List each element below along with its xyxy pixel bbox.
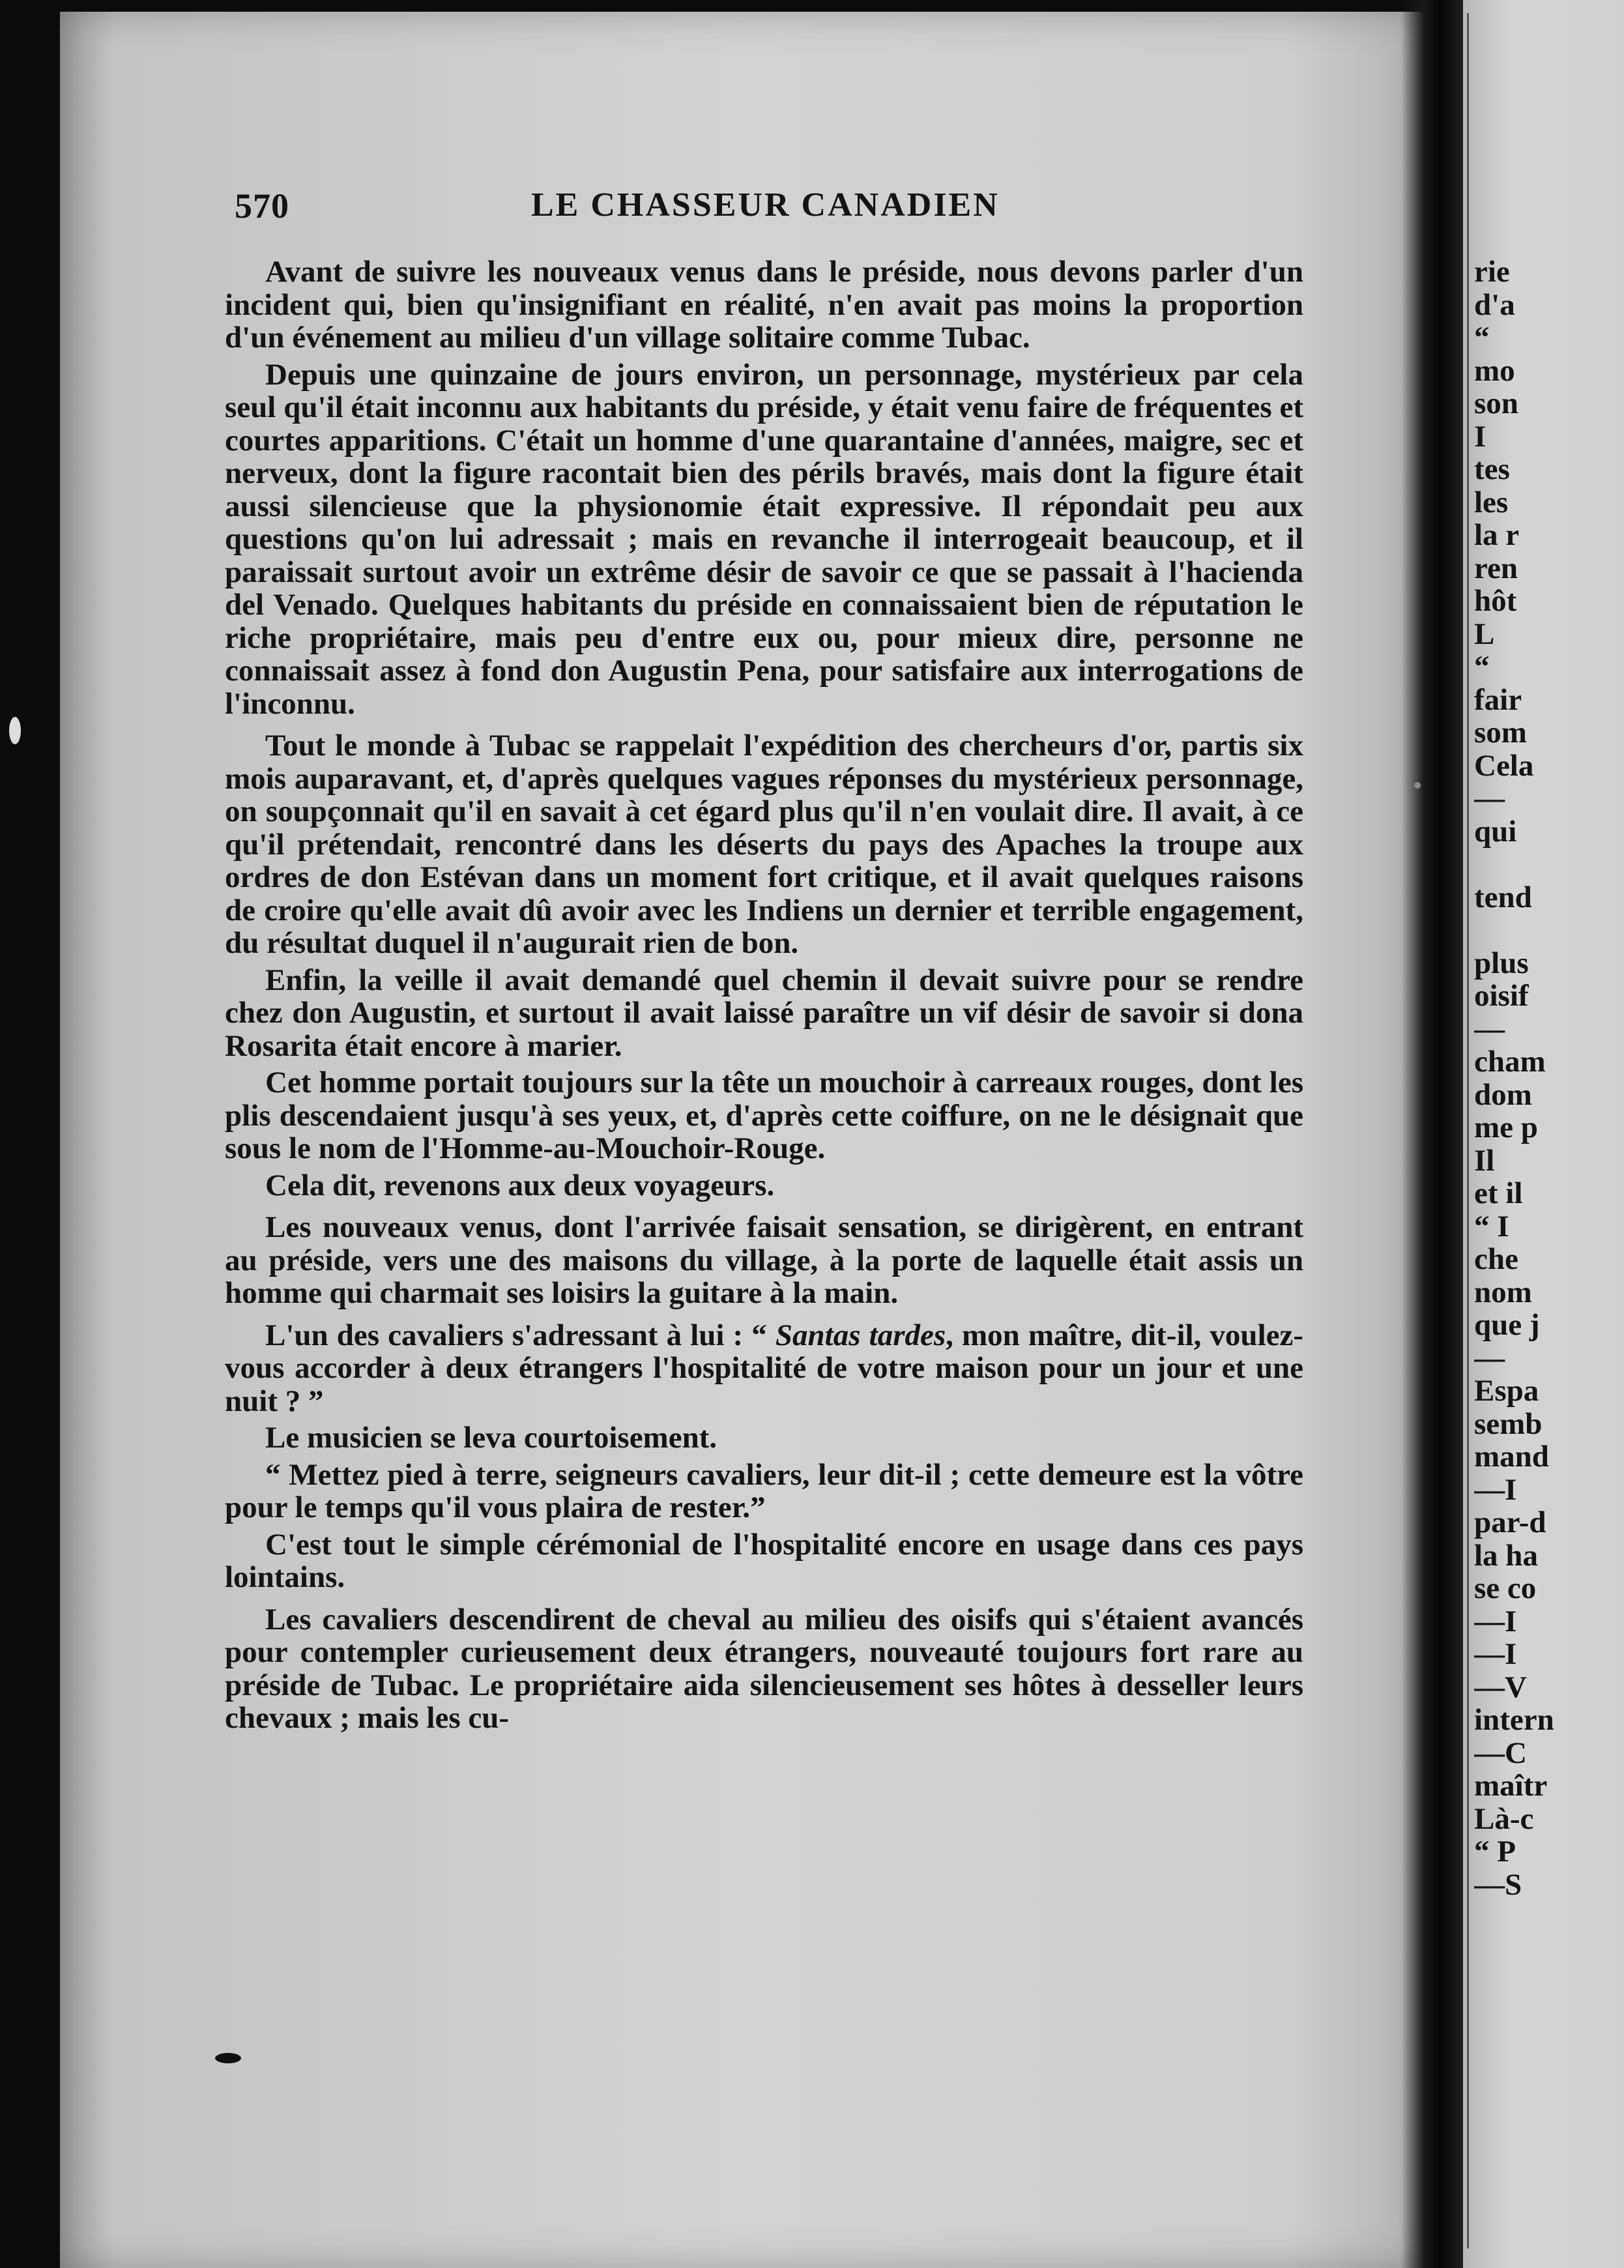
right-page-fragment: “ I (1474, 1209, 1509, 1243)
page-edge-line (1467, 13, 1469, 2248)
paragraph: Avant de suivre les nouveaux venus dans le préside, nous devons parler d'un incident qui, bien qu'insignifiant en réalité, n'en avait pas moins la proportion d'un événement au milieu d'un village solitaire comme Tubac. (225, 255, 1303, 355)
paragraph: Cela dit, revenons aux deux voyageurs. (265, 1168, 775, 1202)
right-page-fragment: — (1474, 1341, 1505, 1375)
right-page-fragment: semb (1474, 1406, 1543, 1441)
right-page-fragment: intern (1474, 1703, 1554, 1737)
right-page-fragment: nom (1474, 1275, 1532, 1309)
right-page-fragment: “ (1474, 321, 1490, 355)
right-page-fragment: se co (1474, 1571, 1537, 1605)
paragraph: “ Mettez pied à terre, seigneurs cavaliers, leur dit-il ; cette demeure est la vôtre pour le temps qu'il vous plaira de rester.” (225, 1457, 1303, 1524)
right-page-fragment: mand (1474, 1440, 1549, 1474)
right-page-fragment: plus (1474, 946, 1529, 980)
right-page-fragment: —C (1474, 1736, 1527, 1770)
page-title: LE CHASSEUR CANADIEN (531, 186, 1000, 224)
right-page-fragment: que j (1474, 1308, 1540, 1342)
ink-speck (215, 2053, 241, 2063)
right-page-fragment: tend (1474, 880, 1532, 914)
right-page-fragment: dom (1474, 1077, 1532, 1112)
right-page-fragment: Il (1474, 1143, 1495, 1178)
book-gutter (1401, 0, 1466, 2268)
paragraph: Tout le monde à Tubac se rappelait l'expédition des chercheurs d'or, partis six mois auparavant, et, d'après quelques vagues réponses du mystérieux personnage, on soupçonnait qu'il en savait à cet égard plus qu'il n'en voulait dire. Il avait, à ce qu'il prétendait, rencontré dans les déserts du pays des Apaches la troupe aux ordres de don Estévan dans un moment fort critique, et il avait quelques raisons de croire qu'elle avait dû avoir avec les Indiens un dernier et terrible engagement, du résultat duquel il n'augurait rien de bon. (225, 729, 1303, 960)
right-page-fragment: hôt (1474, 584, 1517, 618)
right-page-fragment: som (1474, 716, 1527, 749)
paragraph: Cet homme portait toujours sur la tête un mouchoir à carreaux rouges, dont les plis descendaient jusqu'à ses yeux, et, d'après cette coiffure, on ne le désignait que sous le nom de l'Homme-au-Mouchoir-Rouge. (225, 1066, 1303, 1165)
ink-speck (9, 717, 21, 744)
right-page-fragment: —V (1474, 1670, 1527, 1704)
dialogue-paragraph (225, 1319, 1303, 1418)
right-page-fragment: —I (1474, 1637, 1517, 1671)
right-page-fragment: Cela (1474, 748, 1534, 783)
right-page-fragment: — (1474, 781, 1505, 815)
paragraph: Les nouveaux venus, dont l'arrivée faisait sensation, se dirigèrent, en entrant au préside, vers une des maisons du village, à la porte de laquelle était assis un homme qui charmait ses loisirs la guitare à la main. (225, 1210, 1303, 1310)
paragraph: C'est tout le simple cérémonial de l'hospitalité encore en usage dans ces pays lointains. (225, 1527, 1303, 1594)
right-page-fragment: L (1474, 617, 1495, 651)
right-page-fragment: la ha (1474, 1538, 1538, 1573)
right-page-fragment: me p (1474, 1111, 1538, 1144)
dialogue-tail: , mon maître, dit-il, voulez-vous accorder à deux étrangers l'hospitalité de votre maison pour un jour et une nuit ? ” (225, 1318, 1303, 1418)
right-page-fragment: “ (1474, 650, 1490, 684)
right-page-fragment: la r (1474, 518, 1520, 552)
right-page-fragment: d'a (1474, 287, 1515, 322)
right-page-fragment: I (1474, 419, 1486, 454)
main-text-column (225, 255, 1303, 1739)
right-page-fragment: tes (1474, 452, 1510, 486)
right-page-fragment: —I (1474, 1604, 1517, 1638)
right-page-fragment: les (1474, 485, 1509, 519)
dialogue-lead: L'un des cavaliers s'adressant à lui : “ (265, 1318, 776, 1352)
right-page-fragment: fair (1474, 682, 1522, 717)
paragraph: Enfin, la veille il avait demandé quel chemin il devait suivre pour se rendre chez don Augustin, et surtout il avait laissé paraître un vif désir de savoir si dona Rosarita était encore à marier. (225, 963, 1303, 1063)
right-page-fragment: et il (1474, 1176, 1523, 1210)
ink-speck (1414, 782, 1421, 789)
dialogue-italic: Santas tardes (775, 1318, 946, 1352)
page-number: 570 (235, 186, 289, 225)
right-page-fragment: maîtr (1474, 1769, 1548, 1803)
right-page-fragment: —I (1474, 1472, 1517, 1507)
running-header (235, 186, 1303, 231)
right-page-fragment: oisif (1474, 979, 1529, 1013)
right-page-fragment: Là-c (1474, 1801, 1534, 1836)
right-page-fragment: par-d (1474, 1505, 1546, 1539)
right-page-fragment: che (1474, 1242, 1518, 1276)
right-page-fragment: —S (1474, 1867, 1522, 1901)
right-page-fragment: “ P (1474, 1835, 1516, 1868)
right-page-text-fragments (1474, 255, 1624, 1901)
right-page-fragment: son (1474, 386, 1518, 420)
right-page-fragment: — (1474, 1011, 1505, 1046)
right-page-fragment: ren (1474, 551, 1518, 585)
right-page-fragment: mo (1474, 353, 1515, 388)
paragraph: Depuis une quinzaine de jours environ, un personnage, mystérieux par cela seul qu'il était inconnu aux habitants du préside, y était venu faire de fréquentes et courtes apparitions. C'était un homme d'une quarantaine d'années, maigre, sec et nerveux, dont la figure racontait bien des périls bravés, mais dont la figure était aussi silencieuse que la physionomie était expressive. Il répondait peu aux questions qu'on lui adressait ; mais en revanche il interrogeait beaucoup, et il paraissait surtout avoir un extrême désir de savoir ce que se passait à l'hacienda del Venado. Quelques habitants du préside en connaissaient bien de réputation le riche propriétaire, mais peu d'entre eux ou, pour mieux dire, personne ne connaissait assez à fond don Augustin Pena, pour satisfaire aux interrogations de l'inconnu. (225, 357, 1303, 721)
right-page-fragment (1474, 848, 1624, 881)
paragraph: Le musicien se leva courtoisement. (265, 1421, 718, 1455)
paragraph: Les cavaliers descendirent de cheval au milieu des oisifs qui s'étaient avancés pour contempler curieusement deux étrangers, nouveauté toujours fort rare au préside de Tubac. Le propriétaire aida silencieusement ses hôtes à desseller leurs chevaux ; mais les cu- (225, 1602, 1303, 1735)
right-page-fragment: cham (1474, 1045, 1546, 1079)
right-page-fragment (1474, 914, 1624, 947)
right-page-fragment: qui (1474, 814, 1517, 849)
right-page-fragment: rie (1474, 255, 1510, 289)
right-page-fragment: Espa (1474, 1374, 1539, 1408)
